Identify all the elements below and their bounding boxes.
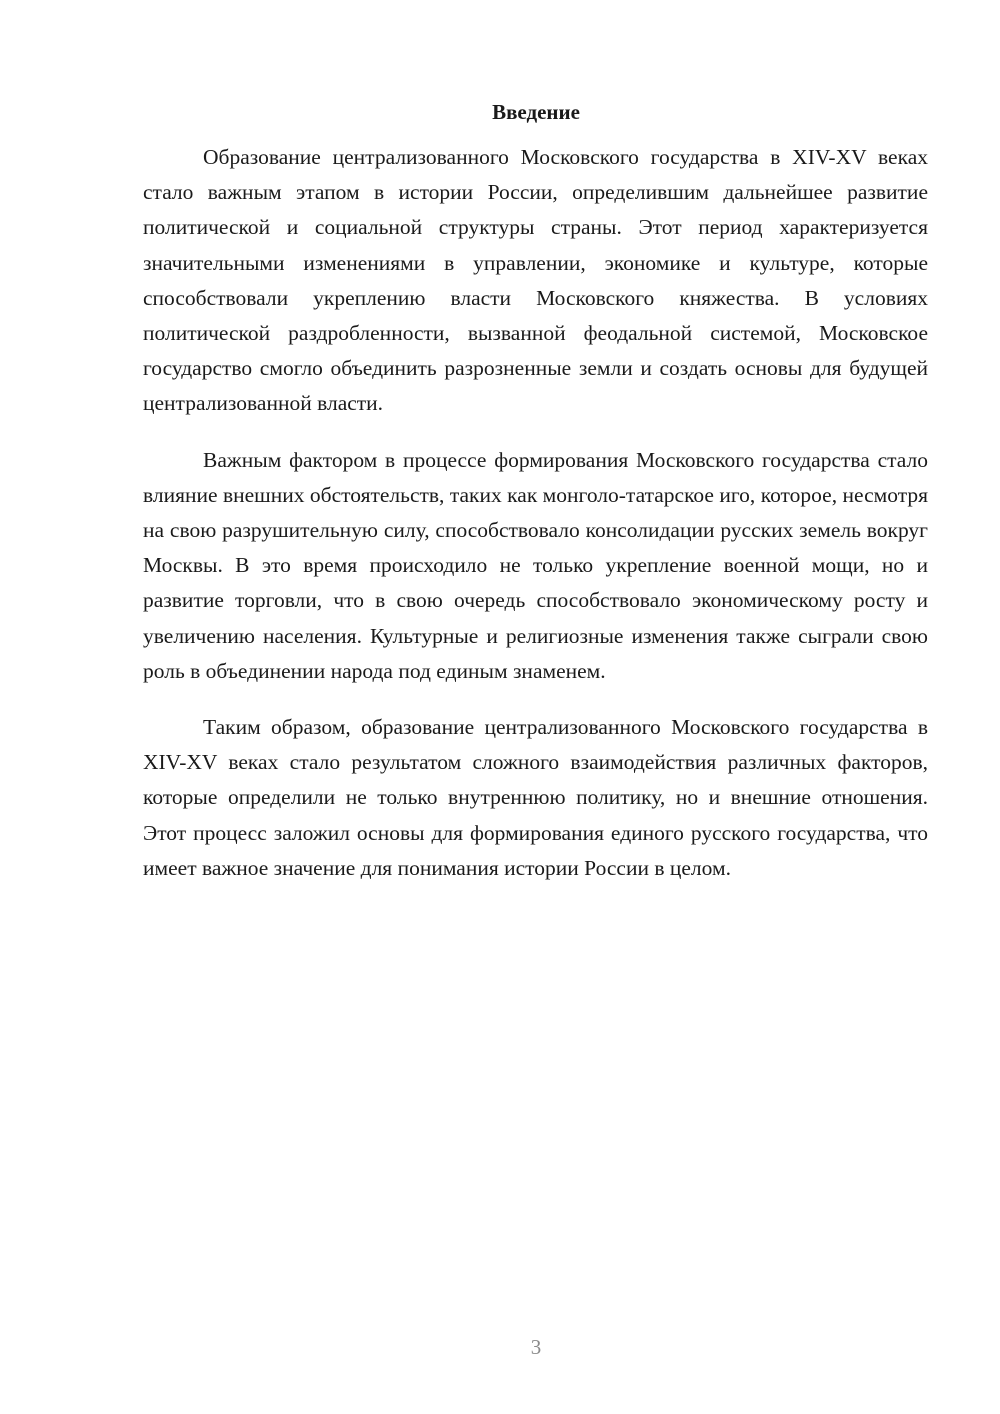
paragraph-1: Образование централизованного Московского государства в XIV-XV веках стало важным этапом в истории России, определившим дальнейшее развитие политической и социальной структуры страны. Этот период характеризуется значительными изменениями в управлении, экономике и культуре, которые способствовали укреплению власти Московского княжества. В условиях политической раздробленности, вызванной феодальной системой, Московское государство смогло объединить разрозненные земли и создать основы для будущей централизованной власти.: [143, 145, 928, 416]
paragraph-3: Таким образом, образование централизованного Московского государства в XIV-XV веках стало результатом сложного взаимодействия различных факторов, которые определили не только внутреннюю политику, но и внешние отношения. Этот процесс заложил основы для формирования единого русского государства, что имеет важное значение для понимания истории России в целом.: [143, 715, 928, 880]
section-heading: Введение: [492, 100, 580, 124]
paragraph-2: Важным фактором в процессе формирования Московского государства стало влияние внешних обстоятельств, таких как монголо-татарское иго, которое, несмотря на свою разрушительную силу, способствовало консолидации русских земель вокруг Москвы. В это время происходило не только укрепление военной мощи, но и развитие торговли, что в свою очередь способствовало экономическому росту и увеличению населения. Культурные и религиозные изменения также сыграли свою роль в объединении народа под единым знаменем.: [143, 447, 928, 683]
body-text: [143, 140, 928, 907]
page-number: 3: [530, 1335, 542, 1359]
